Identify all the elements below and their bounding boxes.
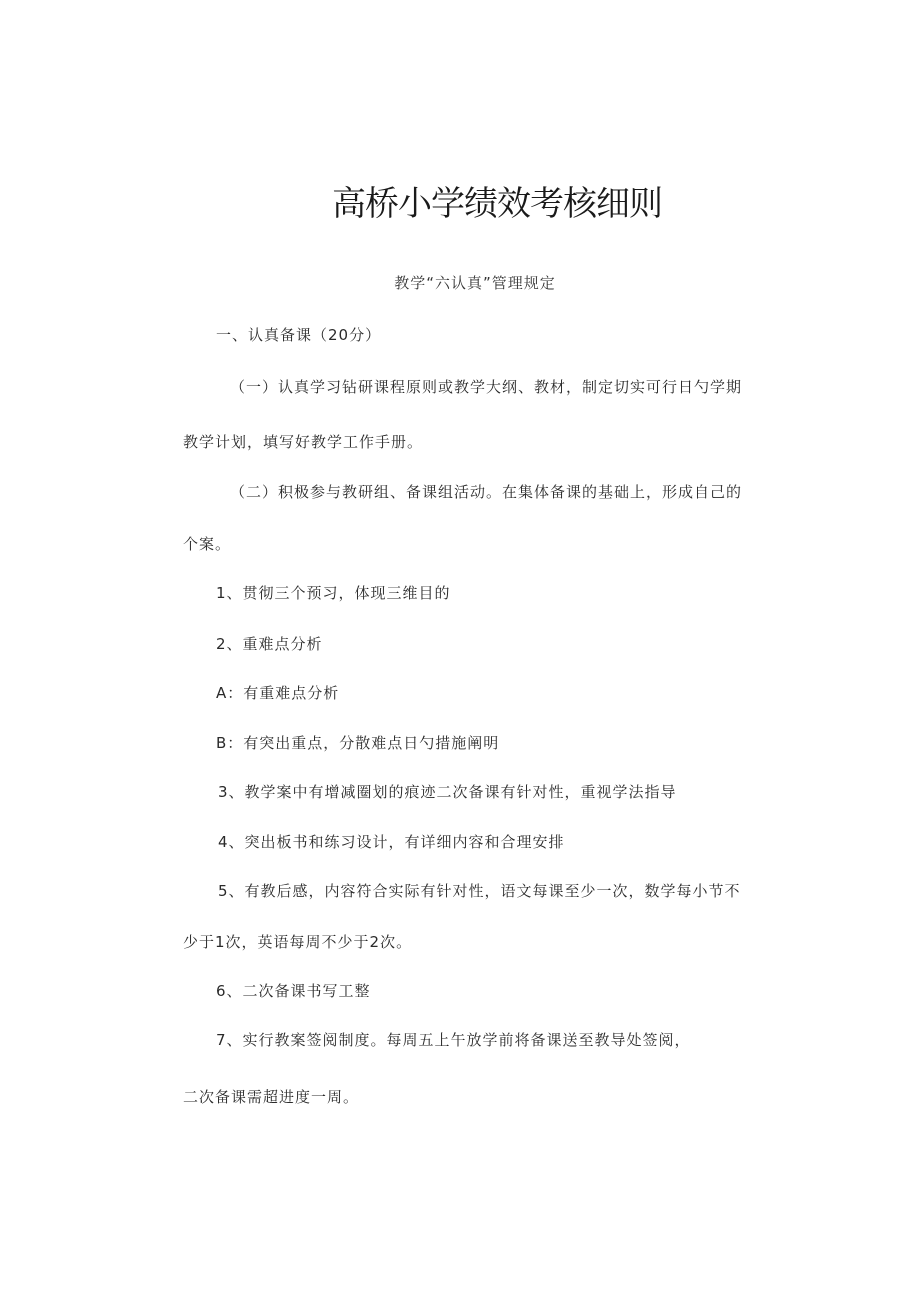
paragraph-1-line-1: （一）认真学习钻研课程原则或教学大纲、教材，制定切实可行日勺学期 <box>230 378 743 396</box>
paragraph-2-line-1: （二）积极参与教研组、备课组活动。在集体备课的基础上，形成自己的 <box>230 483 743 501</box>
paragraph-1-line-2: 教学计划，填写好教学工作手册。 <box>183 433 424 451</box>
list-item-2b: B：有突出重点，分散难点日勺措施阐明 <box>216 734 500 752</box>
section-heading: 一、认真备课（20分） <box>216 326 382 344</box>
list-item-4: 4、突出板书和练习设计，有详细内容和合理安排 <box>218 833 565 851</box>
list-item-2a: A：有重难点分析 <box>216 684 340 702</box>
list-item-6: 6、二次备课书写工整 <box>216 982 371 1000</box>
list-item-2: 2、重难点分析 <box>216 635 323 653</box>
list-item-7-line-1: 7、实行教案签阅制度。每周五上午放学前将备课送至教导处签阅， <box>216 1031 691 1049</box>
list-item-7-line-2: 二次备课需超进度一周。 <box>183 1088 360 1106</box>
document-subtitle: 教学“六认真”管理规定 <box>394 274 556 292</box>
paragraph-2-line-2: 个案。 <box>183 535 232 553</box>
list-item-5-line-1: 5、有教后感，内容符合实际有针对性，语文每课至少一次，数学每小节不 <box>218 882 741 900</box>
list-item-5-line-2: 少于1次，英语每周不少于2次。 <box>183 933 413 951</box>
list-item-1: 1、贯彻三个预习，体现三维目的 <box>216 584 451 602</box>
document-title: 高桥小学绩效考核细则 <box>332 184 662 224</box>
list-item-3: 3、教学案中有增减圈划的痕迹二次备课有针对性，重视学法指导 <box>218 783 677 801</box>
